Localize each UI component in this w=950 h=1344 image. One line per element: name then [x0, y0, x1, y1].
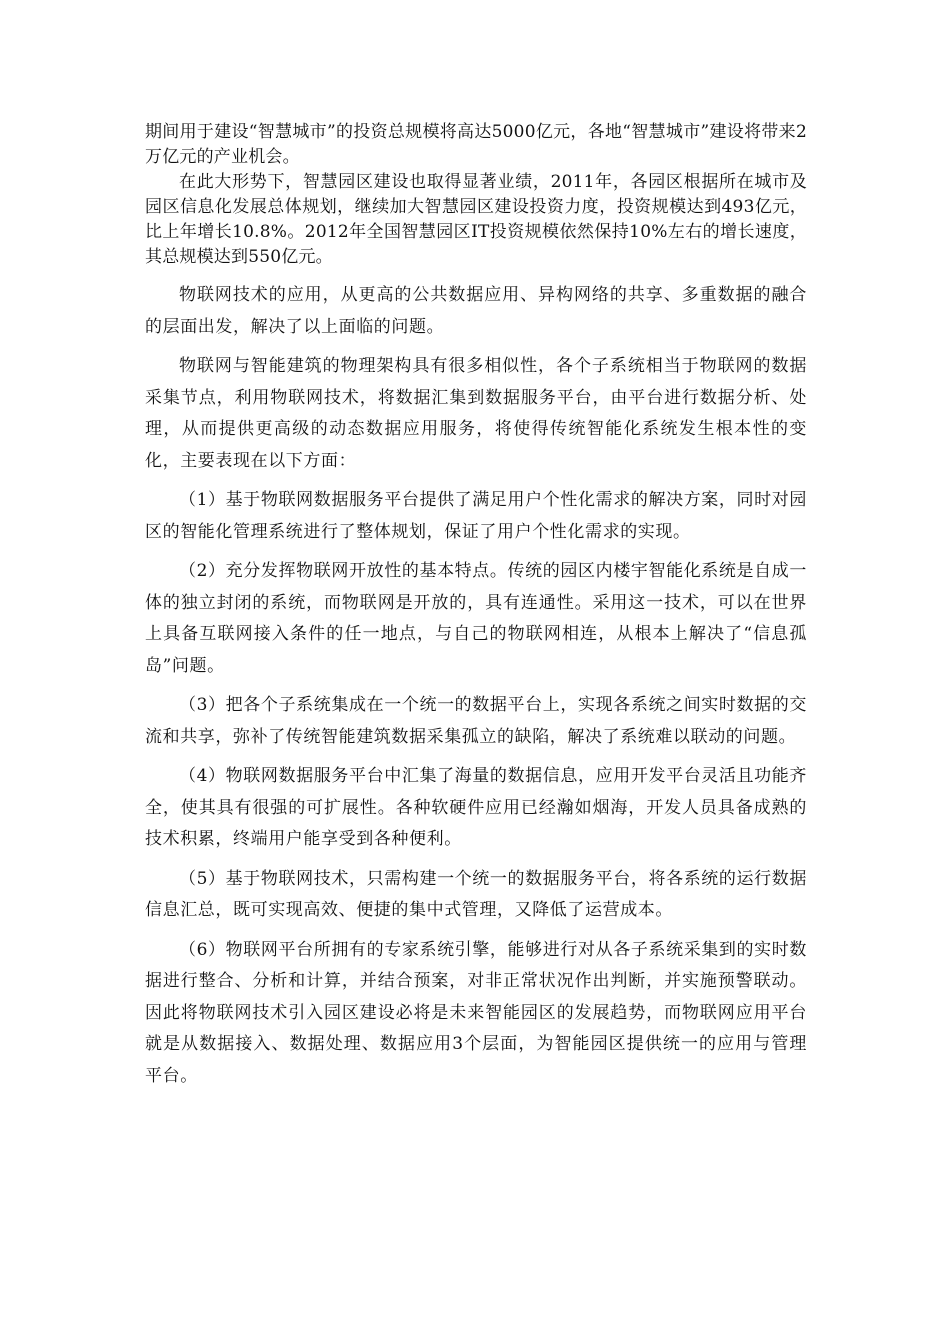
- list-item-5: （5）基于物联网技术，只需构建一个统一的数据服务平台，将各系统的运行数据信息汇总，既可实现高效、便捷的集中式管理，又降低了运营成本。: [145, 868, 807, 920]
- paragraph-iot-architecture: 物联网与智能建筑的物理架构具有很多相似性，各个子系统相当于物联网的数据采集节点，利用物联网技术，将数据汇集到数据服务平台，由平台进行数据分析、处理，从而提供更高级的动态数据应用服务，将使得传统智能化系统发生根本性的变化，主要表现在以下方面：: [145, 356, 807, 471]
- paragraph-iot-application: 物联网技术的应用，从更高的公共数据应用、异构网络的共享、多重数据的融合的层面出发，解决了以上面临的问题。: [145, 285, 807, 337]
- list-item-4: （4）物联网数据服务平台中汇集了海量的数据信息，应用开发平台灵活且功能齐全，使其具有很强的可扩展性。各种软硬件应用已经瀚如烟海，开发人员具备成熟的技术积累，终端用户能享受到各种便利。: [145, 766, 807, 849]
- list-item-6: （6）物联网平台所拥有的专家系统引擎，能够进行对从各子系统采集到的实时数据进行整合、分析和计算，并结合预案，对非正常状况作出判断，并实施预警联动。因此将物联网技术引入园区建设必将是未来智能园区的发展趋势，而物联网应用平台就是从数据接入、数据处理、数据应用3个层面，为智能园区提供统一的应用与管理平台。: [145, 939, 807, 1086]
- paragraph-smart-park-growth: 在此大形势下，智慧园区建设也取得显著业绩，2011年，各园区根据所在城市及园区信息化发展总体规划，继续加大智慧园区建设投资力度，投资规模达到493亿元，比上年增长10.8%。2012年全国智慧园区IT投资规模依然保持10%左右的增长速度，其总规模达到550亿元。: [145, 172, 807, 267]
- list-item-3: （3）把各个子系统集成在一个统一的数据平台上，实现各系统之间实时数据的交流和共享，弥补了传统智能建筑数据采集孤立的缺陷，解决了系统难以联动的问题。: [145, 695, 807, 747]
- list-item-2: （2）充分发挥物联网开放性的基本特点。传统的园区内楼宇智能化系统是自成一体的独立封闭的系统，而物联网是开放的，具有连通性。采用这一技术，可以在世界上具备互联网接入条件的任一地点，与自己的物联网相连，从根本上解决了“信息孤岛”问题。: [145, 561, 807, 676]
- document-page: [145, 120, 807, 1092]
- list-item-1: （1）基于物联网数据服务平台提供了满足用户个性化需求的解决方案，同时对园区的智能化管理系统进行了整体规划，保证了用户个性化需求的实现。: [145, 490, 807, 542]
- paragraph-investment-scale: 期间用于建设“智慧城市”的投资总规模将高达5000亿元，各地“智慧城市”建设将带来2万亿元的产业机会。: [145, 122, 807, 167]
